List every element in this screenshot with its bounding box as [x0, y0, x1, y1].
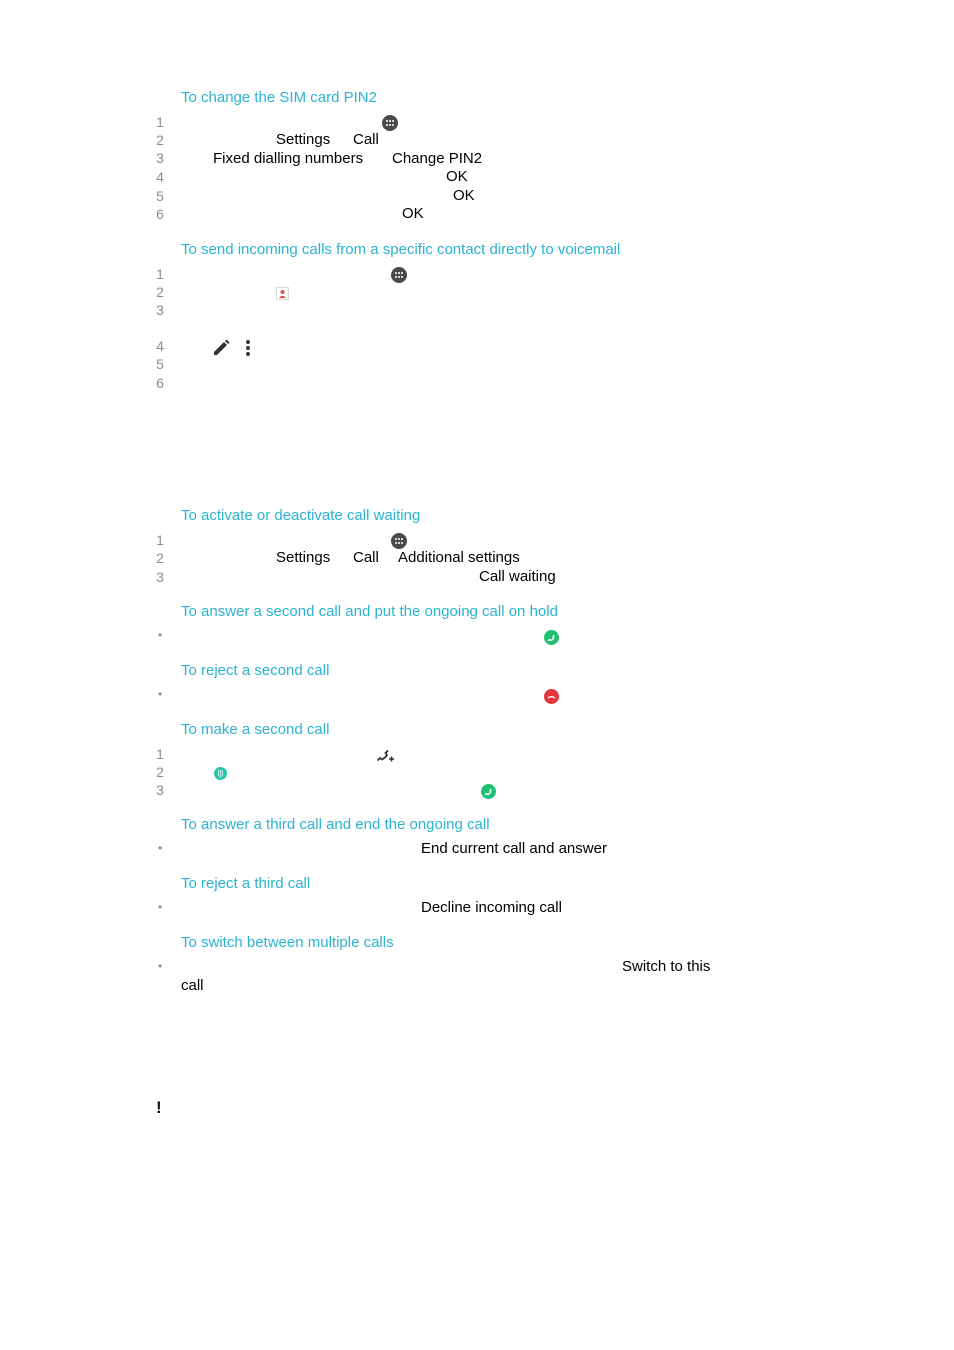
dialpad-icon: [214, 767, 227, 780]
decline-incoming-call-label: Decline incoming call: [421, 899, 562, 916]
section-heading-make-second: To make a second call: [181, 721, 330, 738]
edit-icon: [212, 339, 230, 357]
step-number: 1: [156, 532, 164, 548]
change-pin2-label: Change PIN2: [392, 150, 483, 167]
step-number: 3: [156, 569, 164, 585]
section-heading-reject-third: To reject a third call: [181, 875, 311, 892]
ok-label: OK: [453, 187, 475, 204]
settings-label: Settings: [276, 131, 331, 148]
step-number: 2: [156, 764, 164, 780]
end-current-call-label: End current call and answer: [421, 840, 607, 857]
step-number: 6: [156, 375, 164, 391]
ok-label: OK: [446, 168, 468, 185]
section-heading-switch-calls: To switch between multiple calls: [181, 934, 394, 951]
step-number: 2: [156, 550, 164, 566]
add-call-icon: [377, 747, 395, 763]
step-number: 2: [156, 284, 164, 300]
step-number: 1: [156, 746, 164, 762]
step-number: 4: [156, 338, 164, 354]
switch-to-this-label: Switch to this: [622, 958, 711, 975]
step-number: 3: [156, 302, 164, 318]
warning-icon: !: [156, 1098, 162, 1117]
step-number: 3: [156, 150, 164, 166]
step-number: 2: [156, 132, 164, 148]
section-heading-reject-second: To reject a second call: [181, 662, 330, 679]
contacts-icon: [276, 287, 289, 300]
fixed-dialling-label: Fixed dialling numbers: [213, 150, 364, 167]
call-waiting-label: Call waiting: [479, 568, 556, 585]
section-heading-call-waiting: To activate or deactivate call waiting: [181, 507, 421, 524]
more-options-icon: [244, 339, 252, 357]
section-heading-answer-third: To answer a third call and end the ongoing call: [181, 816, 490, 833]
answer-call-icon: [544, 630, 559, 645]
step-number: 6: [156, 206, 164, 222]
call-label: Call: [353, 131, 379, 148]
step-number: 3: [156, 782, 164, 798]
step-number: 4: [156, 169, 164, 185]
step-number: 5: [156, 188, 164, 204]
step-number: 5: [156, 356, 164, 372]
app-screen-icon: [391, 267, 407, 283]
bullet: •: [158, 628, 163, 642]
call-label: Call: [353, 549, 379, 566]
app-screen-icon: [391, 533, 407, 549]
bullet: •: [158, 900, 163, 914]
bullet: •: [158, 841, 163, 855]
step-number: 1: [156, 114, 164, 130]
section-heading-voicemail: To send incoming calls from a specific contact directly to voicemail: [181, 241, 621, 258]
reject-call-icon: [544, 689, 559, 704]
settings-label: Settings: [276, 549, 331, 566]
section-heading-answer-second: To answer a second call and put the ongoing call on hold: [181, 603, 558, 620]
bullet: •: [158, 959, 163, 973]
bullet: •: [158, 687, 163, 701]
call-icon: [481, 784, 496, 799]
ok-label: OK: [402, 205, 424, 222]
additional-settings-label: Additional settings: [398, 549, 520, 566]
section-heading-change-pin2: To change the SIM card PIN2: [181, 89, 377, 106]
step-number: 1: [156, 266, 164, 282]
switch-call-label: call: [181, 977, 204, 994]
app-screen-icon: [382, 115, 398, 131]
